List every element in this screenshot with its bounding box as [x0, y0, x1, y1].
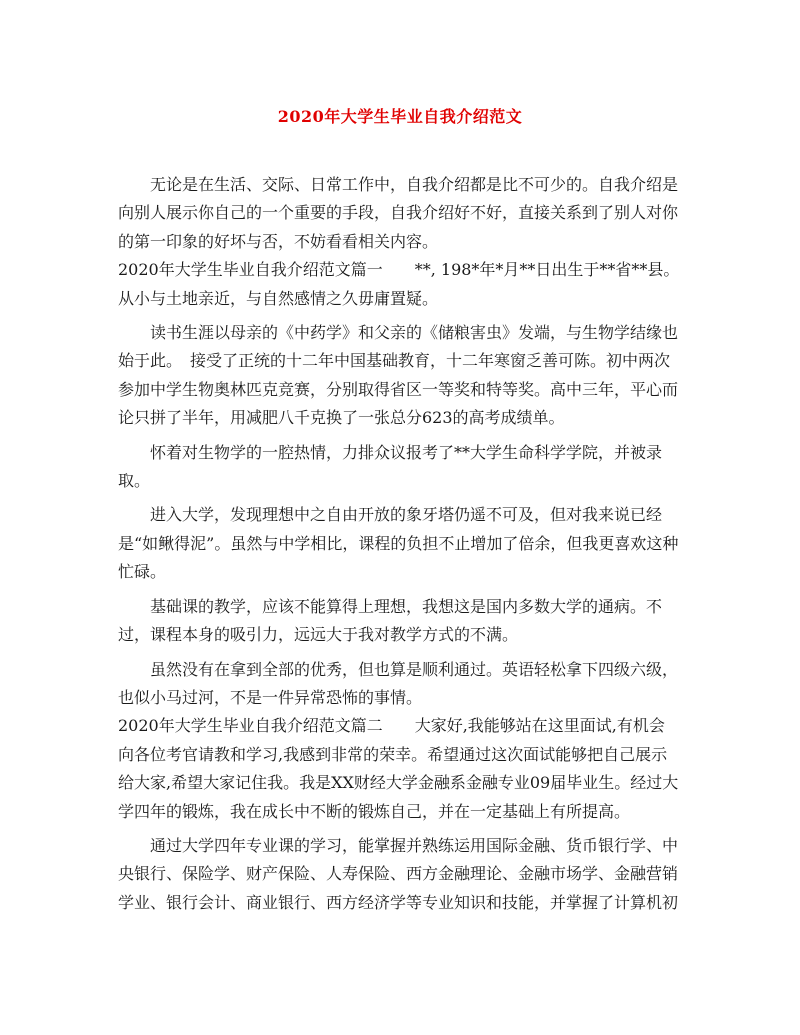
paragraph-study-background: 读书生涯以母亲的《中药学》和父亲的《储粮害虫》发端，与生物学结缘也始于此。 接受了正统的十二年中国基础教育，十二年寒窗乏善可陈。初中两次参加中学生物奥林匹克竞赛，分别取得省区一等奖和特等奖。高中三年，平心而论只拼了半年，用减肥八千克换了一张总分623的高考成绩单。	[118, 323, 679, 428]
paragraph-intro: 无论是在生活、交际、日常工作中，自我介绍都是比不可少的。自我介绍是向别人展示你自己的一个重要的手段，自我介绍好不好，直接关系到了别人对你的第一印象的好坏与否，不妨看看相关内容。	[118, 175, 679, 251]
paragraph-admission: 怀着对生物学的一腔热情，力排众议报考了**大学生命科学学院，并被录取。	[118, 442, 663, 491]
paragraph-basic-courses: 基础课的教学，应该不能算得上理想，我想这是国内多数大学的通病。不过，课程本身的吸引力，远远大于我对教学方式的不满。	[118, 596, 663, 645]
paragraph-exams: 虽然没有在拿到全部的优秀，但也算是顺利通过。英语轻松拿下四级六级，也似小马过河，不是一件异常恐怖的事情。	[118, 659, 679, 707]
document-title: 2020年大学生毕业自我介绍范文	[277, 107, 523, 126]
document-body	[118, 171, 680, 917]
paragraph-coursework: 通过大学四年专业课的学习，能掌握并熟练运用国际金融、货币银行学、中央银行、保险学、财产保险、人寿保险、西方金融理论、金融市场学、金融营销学业、银行会计、商业银行、西方经济学等专业知识和技能，并掌握了计算机初	[118, 835, 679, 912]
paragraph-university-life: 进入大学，发现理想中之自由开放的象牙塔仍遥不可及，但对我来说已经是“如鳅得泥”。虽然与中学相比，课程的负担不止增加了倍余，但我更喜欢这种忙碌。	[118, 505, 679, 582]
paragraph-section-two-heading: 2020年大学生毕业自我介绍范文篇二 大家好,我能够站在这里面试,有机会向各位考官请教和学习,我感到非常的荣幸。希望通过这次面试能够把自己展示给大家,希望大家记住我。我是XX财经大学金融系金融专业09届毕业生。经过大学四年的锻炼，我在成长中不断的锻炼自己，并在一定基础上有所提高。	[118, 716, 679, 821]
paragraph-section-one-heading: 2020年大学生毕业自我介绍范文篇一 **, 198*年*月**日出生于**省**县。从小与土地亲近，与自然感情之久毋庸置疑。	[118, 260, 680, 308]
